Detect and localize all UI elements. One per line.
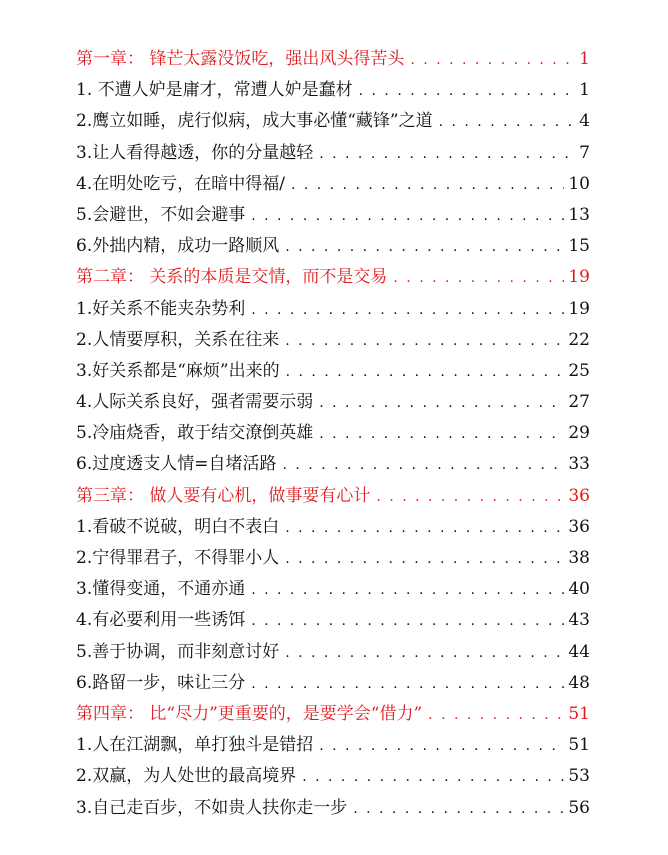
dot-leader [302,762,564,793]
toc-entry-title: 5.善于协调，而非刻意讨好 [76,641,280,662]
toc-page-number: 1 [579,49,590,69]
toc-page-number: 19 [568,298,590,319]
dot-leader [251,201,564,232]
table-of-contents [76,44,590,824]
dot-leader [285,232,564,263]
toc-entry-title: 2.人情要厚积，关系在往来 [76,329,280,350]
dot-leader [251,295,564,326]
toc-page-number: 1 [579,80,590,101]
toc-entry[interactable] [76,387,590,418]
dot-leader [376,482,564,513]
dot-leader [410,45,575,76]
toc-entry-title: 4.人际关系良好，强者需要示弱 [76,392,314,413]
toc-entry-title: 2.宁得罪君子，不得罪小人 [76,548,280,568]
toc-chapter-heading[interactable] [76,262,590,293]
toc-entry[interactable] [76,75,590,106]
dot-leader [428,700,564,731]
toc-page-number: 22 [568,329,590,350]
toc-page-number: 36 [568,516,590,537]
toc-entry-title: 6.外拙内精，成功一路顺风 [76,236,280,257]
toc-chapter-heading[interactable] [76,699,590,730]
toc-page-number: 38 [568,548,590,568]
toc-entry-title: 3.自己走百步，不如贵人扶你走一步 [76,797,348,818]
toc-entry-title: 第一章： 锋芒太露没饭吃，强出风头得苦头 [76,49,405,69]
toc-page-number: 51 [568,735,590,756]
toc-entry[interactable] [76,169,590,200]
toc-page-number: 53 [568,766,590,787]
toc-entry[interactable] [76,730,590,761]
toc-chapter-heading[interactable] [76,481,590,512]
dot-leader [285,544,564,575]
toc-entry[interactable] [76,106,590,137]
toc-page-number: 33 [568,454,590,475]
toc-entry-title: 第三章： 做人要有心机，做事要有心计 [76,485,371,506]
toc-entry-title: 第四章： 比“尽力”更重要的，是要学会“借力” [76,703,423,724]
toc-entry-title: 5.会避世，不如会避事 [76,204,246,225]
toc-entry[interactable] [76,512,590,543]
toc-page-number: 43 [568,610,590,631]
toc-entry-title: 2.双赢，为人处世的最高境界 [76,766,297,787]
toc-entry-title: 第二章： 关系的本质是交情，而不是交易 [76,267,388,288]
toc-entry-title: 2.鹰立如睡，虎行似病，成大事必懂“藏锋”之道 [76,111,433,132]
toc-entry-title: 1.人在江湖飘，单打独斗是错招 [76,735,314,756]
toc-page-number: 40 [568,579,590,600]
toc-entry[interactable] [76,637,590,668]
toc-entry[interactable] [76,668,590,699]
toc-entry[interactable] [76,761,590,792]
dot-leader [353,794,564,825]
toc-entry[interactable] [76,200,590,231]
toc-entry[interactable] [76,543,590,574]
dot-leader [285,638,564,669]
dot-leader [319,419,564,450]
toc-entry[interactable] [76,231,590,262]
toc-page-number: 44 [568,641,590,662]
toc-entry-title: 3.让人看得越透，你的分量越轻 [76,142,314,163]
dot-leader [439,107,576,138]
toc-entry-title: 1.好关系不能夹杂势利 [76,298,246,319]
dot-leader [319,731,564,762]
dot-leader [359,76,576,107]
toc-entry-title: 4.在明处吃亏，在暗中得福/ [76,173,285,194]
toc-page-number: 29 [568,423,590,444]
toc-entry[interactable] [76,356,590,387]
toc-page-number: 19 [568,267,590,288]
toc-page-number: 36 [568,485,590,506]
toc-page-number: 4 [579,111,590,132]
toc-page-number: 51 [568,703,590,724]
toc-page-number: 56 [568,797,590,818]
dot-leader [319,139,575,170]
toc-entry-title: 1.看破不说破，明白不表白 [76,516,280,537]
dot-leader [291,170,564,201]
dot-leader [251,669,564,700]
dot-leader [286,357,565,388]
toc-entry[interactable] [76,325,590,356]
toc-page-number: 15 [568,236,590,257]
toc-entry[interactable] [76,793,590,824]
toc-entry-title: 1. 不遭人妒是庸才，常遭人妒是蠢材 [76,80,353,101]
toc-entry[interactable] [76,418,590,449]
toc-entry-title: 3.懂得变通，不通亦通 [76,579,246,600]
toc-page-number: 27 [568,392,590,413]
dot-leader [282,450,564,481]
dot-leader [319,388,564,419]
toc-entry-title: 5.冷庙烧香，敢于结交潦倒英雄 [76,423,314,444]
toc-entry-title: 6.路留一步，味让三分 [76,672,246,693]
toc-entry-title: 6.过度透支人情=自堵活路 [76,454,277,475]
toc-page-number: 25 [568,360,590,381]
toc-page-number: 13 [568,204,590,225]
toc-page-number: 10 [568,173,590,194]
dot-leader [251,606,564,637]
toc-entry[interactable] [76,294,590,325]
toc-chapter-heading[interactable] [76,44,590,75]
toc-entry-title: 3.好关系都是“麻烦”出来的 [76,360,280,381]
toc-page-number: 7 [579,142,590,163]
toc-entry[interactable] [76,605,590,636]
toc-entry-title: 4.有必要利用一些诱饵 [76,610,246,631]
dot-leader [285,326,564,357]
dot-leader [285,513,564,544]
toc-entry[interactable] [76,138,590,169]
dot-leader [393,263,564,294]
dot-leader [251,575,564,606]
toc-entry[interactable] [76,449,590,480]
toc-page-number: 48 [568,672,590,693]
toc-entry[interactable] [76,574,590,605]
